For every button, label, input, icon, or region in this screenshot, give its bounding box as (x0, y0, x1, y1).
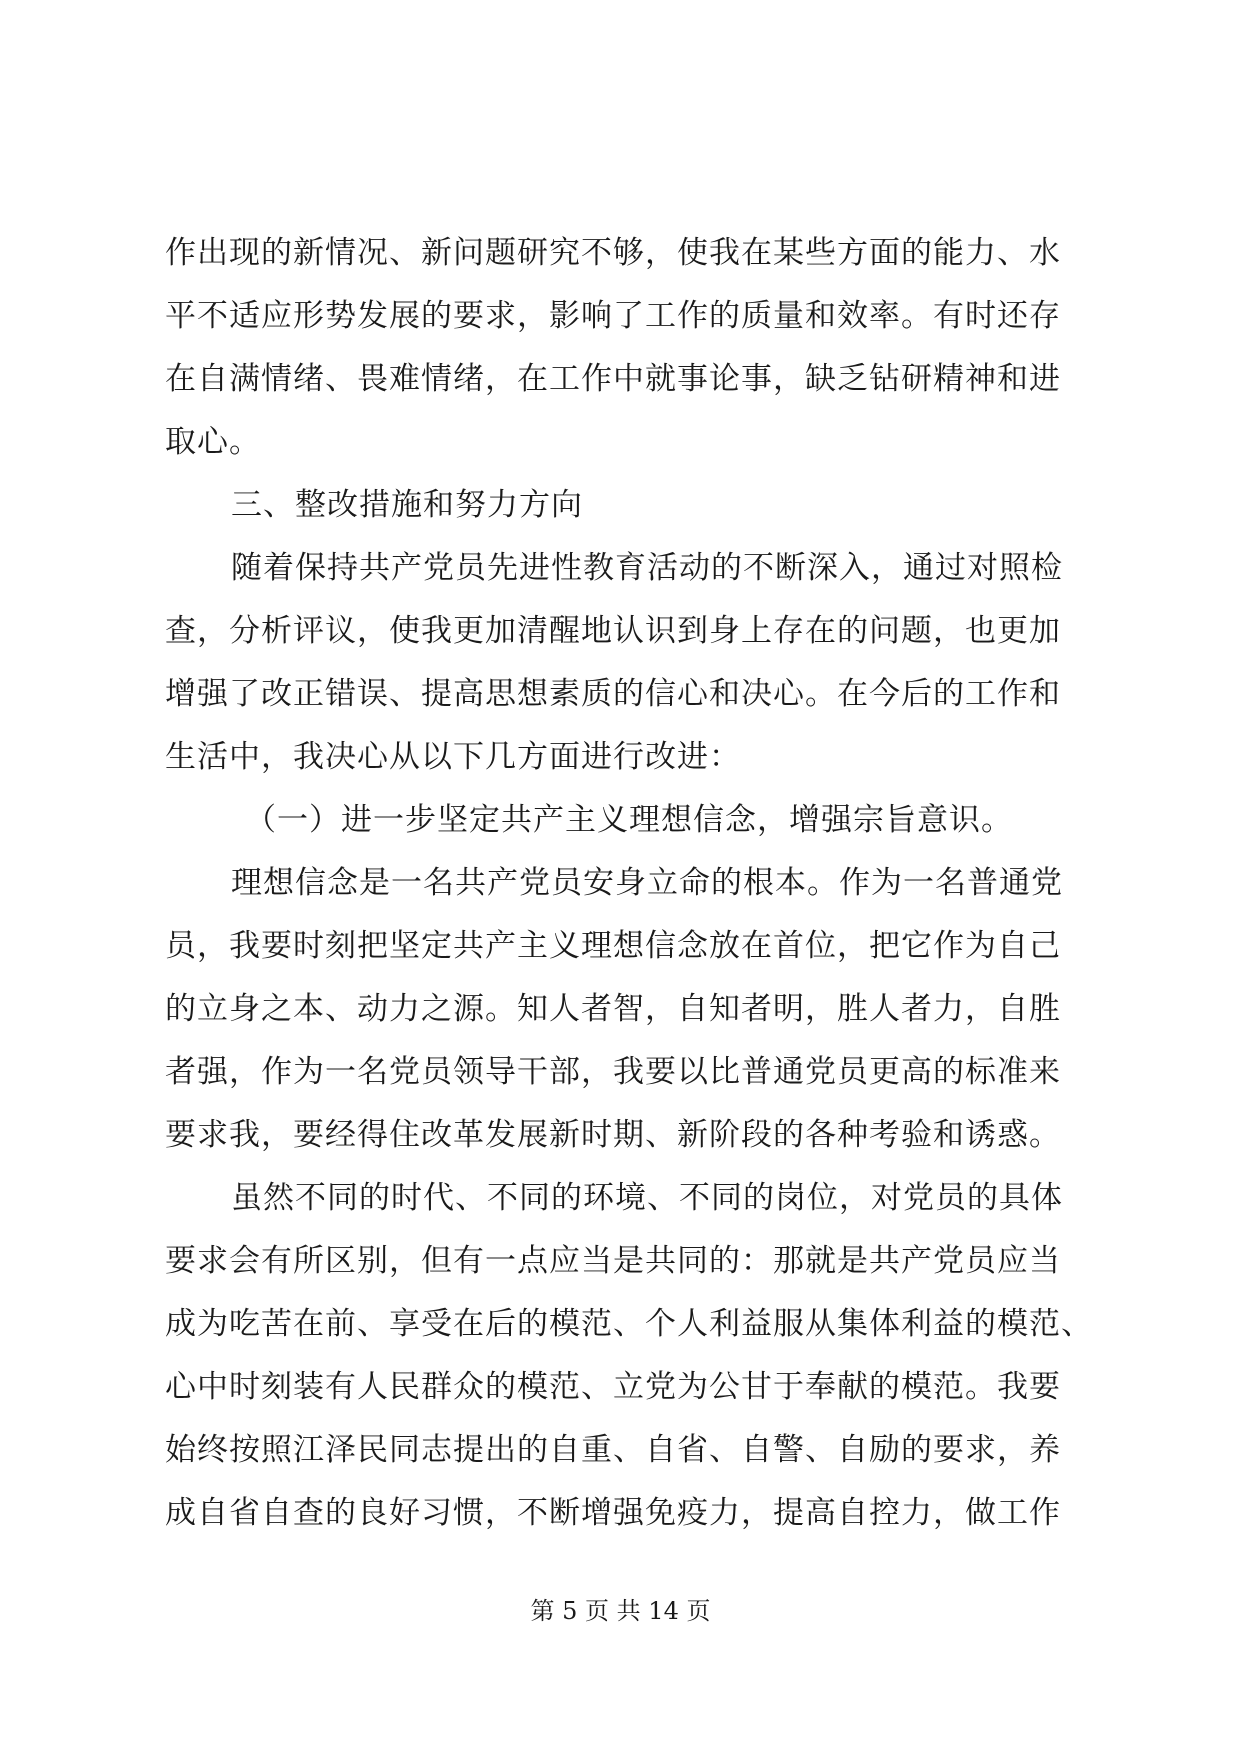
subsection-heading: （一）进一步坚定共产主义理想信念，增强宗旨意识。 (245, 802, 1013, 838)
text-line: 随着保持共产党员先进性教育活动的不断深入，通过对照检 (231, 550, 1063, 586)
text-line: 者强，作为一名党员领导干部，我要以比普通党员更高的标准来 (165, 1054, 1061, 1090)
text-line: 始终按照江泽民同志提出的自重、自省、自警、自励的要求，养 (165, 1432, 1061, 1468)
text-line: 在自满情绪、畏难情绪，在工作中就事论事，缺乏钻研精神和进 (165, 361, 1061, 397)
text-line: 成自省自查的良好习惯，不断增强免疫力，提高自控力，做工作 (165, 1495, 1061, 1531)
section-heading: 三、整改措施和努力方向 (231, 487, 583, 523)
text-line: 理想信念是一名共产党员安身立命的根本。作为一名普通党 (231, 865, 1063, 901)
text-line: 增强了改正错误、提高思想素质的信心和决心。在今后的工作和 (165, 676, 1061, 712)
text-line: 要求我，要经得住改革发展新时期、新阶段的各种考验和诱惑。 (165, 1117, 1061, 1153)
text-line: 生活中，我决心从以下几方面进行改进： (165, 739, 741, 775)
text-line: 的立身之本、动力之源。知人者智，自知者明，胜人者力，自胜 (165, 991, 1061, 1027)
page-footer (0, 1596, 1241, 1626)
text-line: 心中时刻装有人民群众的模范、立党为公甘于奉献的模范。我要 (165, 1369, 1061, 1405)
text-line: 查，分析评议，使我更加清醒地认识到身上存在的问题，也更加 (165, 613, 1061, 649)
document-body (165, 222, 1093, 1545)
text-line: 虽然不同的时代、不同的环境、不同的岗位，对党员的具体 (231, 1180, 1063, 1216)
text-line: 员，我要时刻把坚定共产主义理想信念放在首位，把它作为自己 (165, 928, 1061, 964)
text-line: 成为吃苦在前、享受在后的模范、个人利益服从集体利益的模范、 (165, 1306, 1093, 1342)
text-line: 平不适应形势发展的要求，影响了工作的质量和效率。有时还存 (165, 298, 1061, 334)
text-line: 作出现的新情况、新问题研究不够，使我在某些方面的能力、水 (165, 235, 1061, 271)
page-number: 第 5 页 共 14 页 (530, 1597, 711, 1625)
text-line: 要求会有所区别，但有一点应当是共同的：那就是共产党员应当 (165, 1243, 1061, 1279)
text-line: 取心。 (165, 424, 261, 460)
